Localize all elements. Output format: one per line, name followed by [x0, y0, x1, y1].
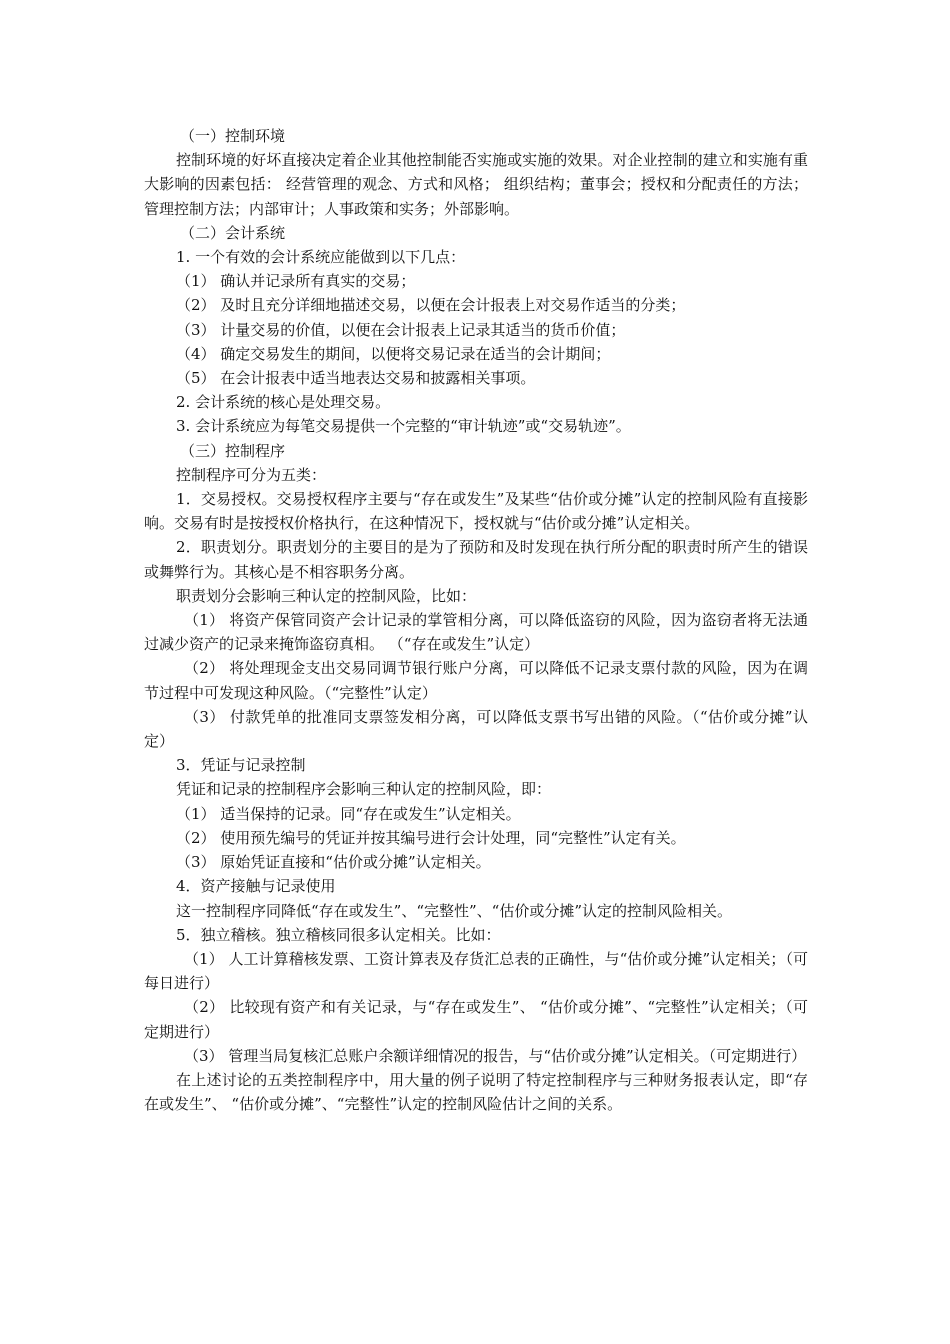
paragraph: 凭证和记录的控制程序会影响三种认定的控制风险，即：: [176, 780, 552, 799]
list-item: （2） 及时且充分详细地描述交易，以便在会计报表上对交易作适当的分类；: [176, 296, 686, 315]
paragraph: 2. 会计系统的核心是处理交易。: [176, 393, 391, 412]
paragraph: 5．独立稽核。独立稽核同很多认定相关。比如：: [176, 925, 501, 944]
document-body: [144, 124, 808, 1116]
paragraph: 3. 会计系统应为每笔交易提供一个完整的“审计轨迹”或“交易轨迹”。: [176, 417, 631, 436]
list-item: （1） 人工计算稽核发票、工资计算表及存货汇总表的正确性，与“估价或分摊”认定相关；（可每日进行）: [144, 949, 808, 993]
paragraph: 2．职责划分。职责划分的主要目的是为了预防和及时发现在执行所分配的职责时所产生的错误或舞弊行为。其核心是不相容职务分离。: [144, 538, 808, 581]
list-item: （1） 将资产保管同资产会计记录的掌管相分离，可以降低盗窃的风险，因为盗窃者将无法通过减少资产的记录来掩饰盗窃真相。 （“存在或发生”认定）: [144, 611, 808, 654]
list-item: （3） 付款凭单的批准同支票签发相分离，可以降低支票书写出错的风险。（“估价或分摊”认定）: [144, 707, 808, 751]
list-heading: 1. 一个有效的会计系统应能做到以下几点：: [176, 248, 466, 267]
paragraph: 在上述讨论的五类控制程序中，用大量的例子说明了特定控制程序与三种财务报表认定，即“存在或发生”、 “估价或分摊”、“完整性”认定的控制风险估计之间的关系。: [144, 1070, 808, 1114]
paragraph: 1．交易授权。交易授权程序主要与“存在或发生”及某些“估价或分摊”认定的控制风险有直接影响。交易有时是按授权价格执行，在这种情况下，授权就与“估价或分摊”认定相关。: [144, 490, 808, 533]
list-item: （4） 确定交易发生的期间，以便将交易记录在适当的会计期间；: [176, 344, 611, 363]
section-heading: （三）控制程序: [180, 441, 286, 460]
paragraph: 职责划分会影响三种认定的控制风险，比如：: [176, 586, 477, 605]
paragraph: 控制程序可分为五类：: [176, 465, 327, 484]
paragraph: 这一控制程序同降低“存在或发生”、“完整性”、“估价或分摊”认定的控制风险相关。: [176, 901, 733, 920]
paragraph: 控制环境的好坏直接决定着企业其他控制能否实施或实施的效果。对企业控制的建立和实施有重大影响的因素包括： 经营管理的观念、方式和风格； 组织结构；董事会；授权和分配责任的方法；管理控制方法；内部审计；人事政策和实务；外部影响。: [144, 151, 808, 218]
list-item: （2） 比较现有资产和有关记录，与“存在或发生”、 “估价或分摊”、“完整性”认定相关；（可定期进行）: [144, 998, 808, 1041]
list-item: （5） 在会计报表中适当地表达交易和披露相关事项。: [176, 369, 536, 388]
list-item: （1） 适当保持的记录。同“存在或发生”认定相关。: [176, 804, 521, 823]
list-item: （3） 原始凭证直接和“估价或分摊”认定相关。: [176, 853, 491, 872]
list-item: （3） 计量交易的价值，以便在会计报表上记录其适当的货币价值；: [176, 320, 626, 339]
section-heading: （一）控制环境: [180, 127, 286, 145]
section-heading: （二）会计系统: [180, 223, 286, 242]
paragraph: 4．资产接触与记录使用: [176, 877, 336, 896]
paragraph: 3．凭证与记录控制: [176, 756, 306, 775]
list-item: （1） 确认并记录所有真实的交易；: [176, 272, 416, 291]
list-item: （2） 将处理现金支出交易同调节银行账户分离，可以降低不记录支票付款的风险，因为在调节过程中可发现这种风险。（“完整性”认定）: [144, 659, 808, 702]
list-item: （2） 使用预先编号的凭证并按其编号进行会计处理，同“完整性”认定有关。: [176, 828, 686, 847]
list-item: （3） 管理当局复核汇总账户余额详细情况的报告，与“估价或分摊”认定相关。（可定期进行）: [184, 1046, 807, 1065]
